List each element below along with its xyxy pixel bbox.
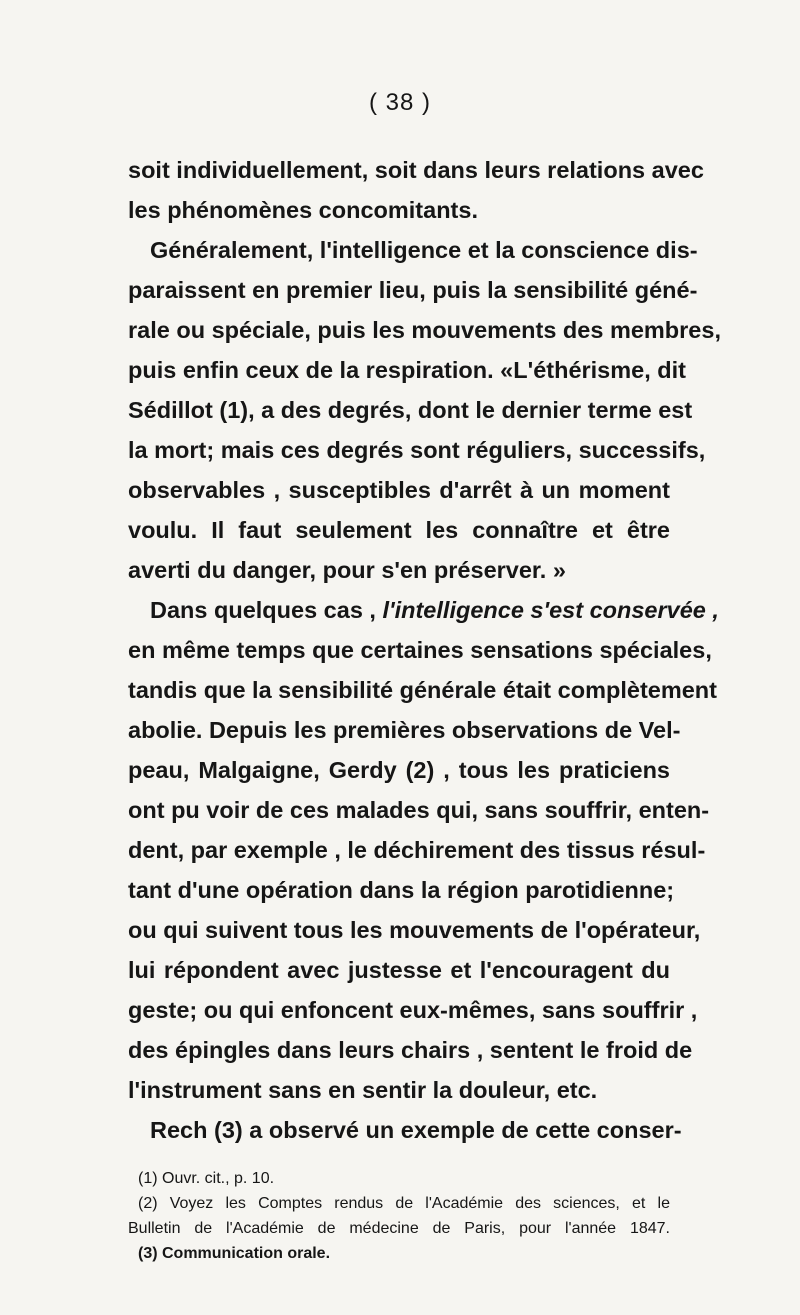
text-line: dent, par exemple , le déchirement des tissus résul- — [128, 837, 706, 863]
text-line — [128, 590, 719, 630]
footnote: (2) Voyez les Comptes rendus de l'Académie des sciences, et le — [138, 1195, 670, 1212]
text-line: les phénomènes concomitants. — [128, 197, 478, 223]
text-line: tandis que la sensibilité générale était complètement — [128, 677, 717, 703]
footnotes — [128, 1166, 670, 1266]
text-line: la mort; mais ces degrés sont réguliers, successifs, — [128, 437, 706, 463]
text-line: Sédillot (1), a des degrés, dont le dernier terme est — [128, 397, 693, 423]
page-number: ( 38 ) — [368, 89, 431, 116]
body-text — [128, 150, 721, 1150]
text-line: abolie. Depuis les premières observations de Vel- — [128, 717, 681, 743]
text-line: tant d'une opération dans la région parotidienne; — [128, 877, 675, 903]
text-line: ont pu voir de ces malades qui, sans souffrir, enten- — [128, 797, 710, 823]
text-line: observables , susceptibles d'arrêt à un moment — [128, 477, 670, 503]
footnote-continuation: Bulletin de l'Académie de médecine de Paris, pour l'année 1847. — [128, 1220, 670, 1237]
text-line: soit individuellement, soit dans leurs relations avec — [128, 157, 704, 183]
text-line: peau, Malgaigne, Gerdy (2) , tous les praticiens — [128, 757, 670, 783]
text-line: Rech (3) a observé un exemple de cette conser- — [150, 1117, 682, 1143]
text-segment: Dans quelques cas , — [150, 597, 383, 623]
italic-phrase: l'intelligence s'est conservée , — [382, 597, 719, 623]
text-line: paraissent en premier lieu, puis la sensibilité géné- — [128, 277, 698, 303]
text-line: voulu. Il faut seulement les connaître et être — [128, 517, 670, 543]
text-line: puis enfin ceux de la respiration. «L'éthérisme, dit — [128, 357, 686, 383]
text-line: l'instrument sans en sentir la douleur, etc. — [128, 1077, 598, 1103]
footnote: (1) Ouvr. cit., p. 10. — [138, 1170, 275, 1187]
text-line: lui répondent avec justesse et l'encouragent du — [128, 957, 670, 983]
text-line: en même temps que certaines sensations spéciales, — [128, 637, 712, 663]
text-line: Généralement, l'intelligence et la conscience dis- — [150, 237, 698, 263]
text-line: geste; ou qui enfoncent eux-mêmes, sans souffrir , — [128, 997, 698, 1023]
text-line: des épingles dans leurs chairs , sentent le froid de — [128, 1037, 693, 1063]
text-line: averti du danger, pour s'en préserver. » — [128, 557, 566, 583]
text-line: ou qui suivent tous les mouvements de l'opérateur, — [128, 917, 701, 943]
footnote: (3) Communication orale. — [138, 1245, 331, 1262]
text-line: rale ou spéciale, puis les mouvements des membres, — [128, 317, 721, 343]
